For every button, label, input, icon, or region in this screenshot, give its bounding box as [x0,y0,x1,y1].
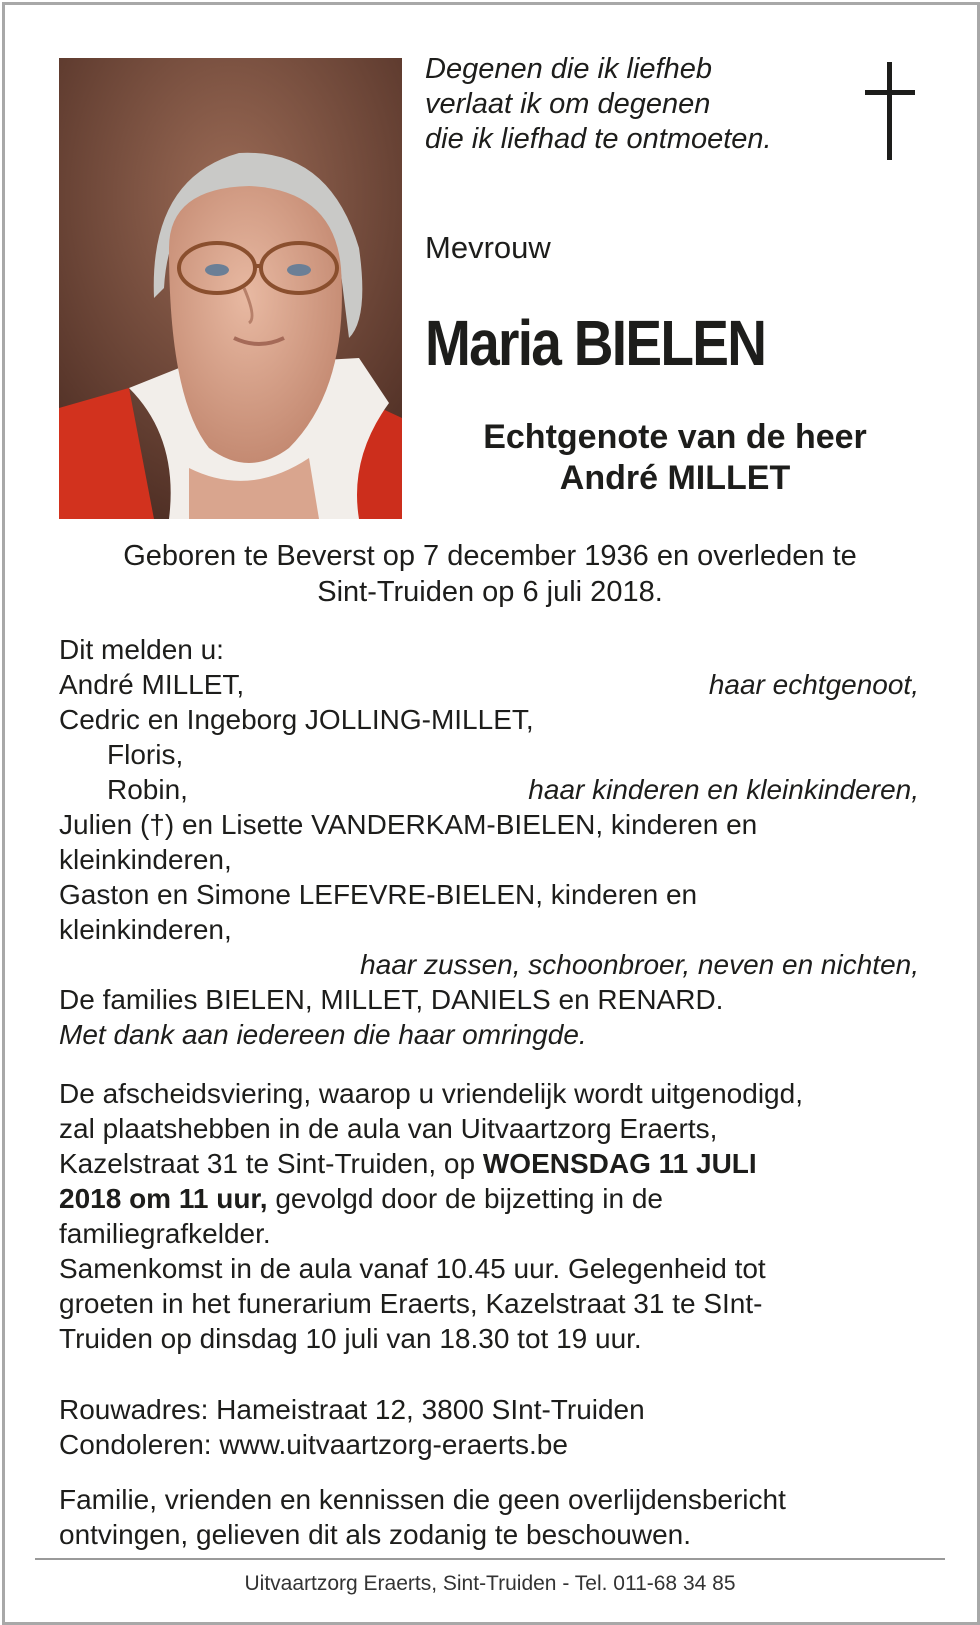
relative-name: kleinkinderen, [59,914,232,945]
notice-line: Familie, vrienden en kennissen die geen overlijdensbericht [59,1484,786,1515]
condolence-link[interactable]: Condoleren: www.uitvaartzorg-eraerts.be [59,1429,568,1460]
list-item [59,912,919,947]
quote-line: die ik liefhad te ontmoeten. [425,123,772,155]
ceremony-time: 2018 om 11 uur, [59,1183,268,1214]
ceremony-text: Kazelstraat 31 te Sint-Truiden, op [59,1148,483,1179]
thanks-line: Met dank aan iedereen die haar omringde. [59,1019,587,1050]
ceremony-text: gevolgd door de bijzetting in de [267,1183,663,1214]
born-line: Sint-Truiden op 6 juli 2018. [317,576,663,608]
relative-name: Floris, [107,739,184,770]
list-item [59,807,919,842]
list-item [59,877,919,912]
list-item [59,947,919,982]
deceased-name: Maria BIELEN [425,307,766,379]
relative-name: André MILLET, [59,669,245,700]
ceremony-line: De afscheidsviering, waarop u vriendelijk wordt uitgenodigd, [59,1078,803,1109]
address-block [59,1392,919,1462]
notice-block [59,1482,919,1552]
relative-name: De families BIELEN, MILLET, DANIELS en RENARD. [59,984,724,1015]
ceremony-line: groeten in het funerarium Eraerts, Kazelstraat 31 te SInt- [59,1288,763,1319]
ceremony-line: zal plaatshebben in de aula van Uitvaartzorg Eraerts, [59,1113,718,1144]
notice-line: ontvingen, gelieven dit als zodanig te beschouwen. [59,1519,691,1550]
list-item [59,667,919,702]
divider [35,1558,945,1560]
quote-line: Degenen die ik liefheb [425,53,712,85]
honorific: Mevrouw [425,230,551,265]
ceremony-info [59,1076,919,1356]
spouse-block [425,417,925,499]
relative-name: Robin, [107,774,188,805]
ceremony-date: WOENSDAG 11 JULI [482,1148,757,1179]
relative-name: Cedric en Ingeborg JOLLING-MILLET, [59,704,534,735]
ceremony-line [59,1181,919,1216]
list-item [59,982,919,1017]
list-item [59,842,919,877]
spouse-line: André MILLET [559,459,791,497]
quote-line: verlaat ik om degenen [425,88,711,120]
relation-label: haar zussen, schoonbroer, neven en nichten, [360,949,919,980]
ceremony-line [59,1146,919,1181]
announcement-list [59,632,919,1052]
intro-line: Dit melden u: [59,634,224,665]
birth-death-info [60,538,920,610]
list-item [59,702,919,737]
cross-icon [860,62,920,160]
list-item [59,772,919,807]
born-line: Geboren te Beverst op 7 december 1936 en overleden te [123,540,857,572]
relation-label: haar kinderen en kleinkinderen, [528,774,919,805]
relative-name: kleinkinderen, [59,844,232,875]
relation-label: haar echtgenoot, [708,669,919,700]
ceremony-line: familiegrafkelder. [59,1218,271,1249]
poem-quote [425,52,772,157]
ceremony-line: Truiden op dinsdag 10 juli van 18.30 tot 19 uur. [59,1323,642,1354]
relative-name: Julien (†) en Lisette VANDERKAM-BIELEN, kinderen en [59,809,758,840]
spouse-line: Echtgenote van de heer [483,418,867,456]
list-item [59,737,919,772]
relative-name: Gaston en Simone LEFEVRE-BIELEN, kinderen en [59,879,698,910]
portrait-photo [59,58,402,519]
footer-text: Uitvaartzorg Eraerts, Sint-Truiden - Tel. 011-68 34 85 [244,1572,736,1595]
ceremony-line: Samenkomst in de aula vanaf 10.45 uur. Gelegenheid tot [59,1253,766,1284]
mourning-address: Rouwadres: Hameistraat 12, 3800 SInt-Truiden [59,1394,645,1425]
